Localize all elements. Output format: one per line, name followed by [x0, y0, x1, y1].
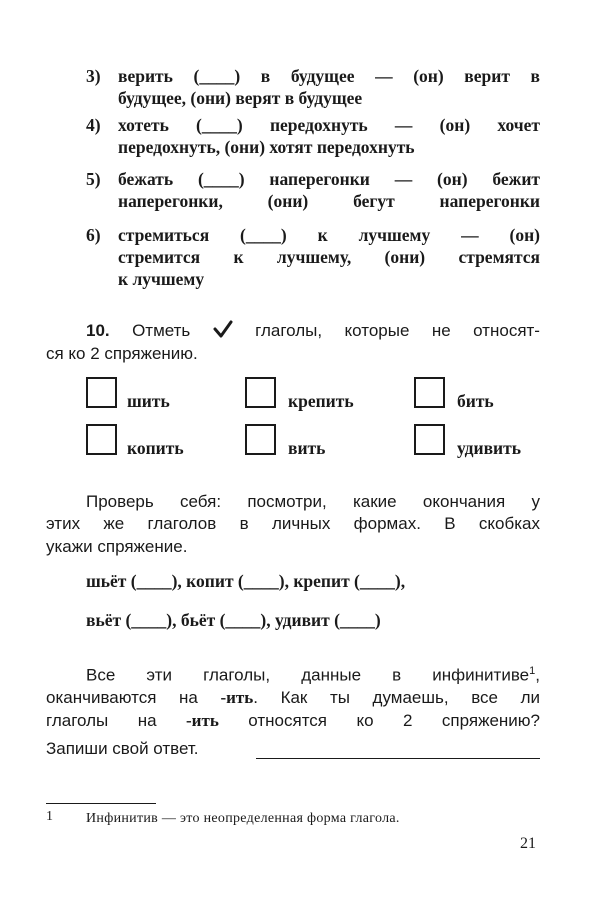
question-line3: [46, 711, 540, 731]
item-line: будущее, (они) верят в будущее: [118, 88, 363, 108]
page-number: 21: [520, 835, 536, 852]
suffix-bold: -ить: [220, 688, 254, 707]
task-number: 10.: [86, 321, 110, 340]
footnote-text: Инфинитив — это неопределенная форма глагола.: [86, 811, 400, 826]
question-text: глаголы на: [46, 711, 157, 730]
option-label: копить: [127, 438, 184, 458]
item-number: 6): [86, 225, 101, 245]
question-text: оканчиваются на: [46, 688, 198, 707]
item-line: наперегонки, (они) бегут наперегонки: [118, 191, 540, 211]
checkbox-kopit[interactable]: [86, 424, 117, 455]
item-line: хотеть (____) передохнуть — (он) хочет: [118, 115, 540, 135]
checkmark-icon: [213, 320, 233, 338]
task-10-line2: ся ко 2 спряжению.: [46, 344, 198, 363]
self-check-line: этих же глаголов в личных формах. В скобках: [46, 514, 540, 533]
checkbox-vit[interactable]: [245, 424, 276, 455]
question-text: относятся ко 2 спряжению?: [248, 711, 540, 730]
item-line: стремиться (____) к лучшему — (он): [118, 225, 540, 245]
item-number: 4): [86, 115, 101, 135]
question-line1: [86, 665, 540, 686]
checkbox-krepit[interactable]: [245, 377, 276, 408]
task-10-text: глаголы, которые не относят-: [255, 321, 540, 340]
item-number: 5): [86, 169, 101, 189]
question-text: . Как ты думаешь, все ли: [253, 688, 540, 707]
item-line: бежать (____) наперегонки — (он) бежит: [118, 169, 540, 189]
option-label: удивить: [457, 438, 521, 458]
question-text: Все эти глаголы, данные в инфинитиве: [86, 665, 530, 685]
option-label: вить: [288, 438, 326, 458]
option-label: шить: [127, 391, 170, 411]
answer-line[interactable]: [256, 758, 540, 759]
self-check-line: Проверь себя: посмотри, какие окончания у: [86, 492, 540, 511]
suffix-bold: -ить: [186, 711, 219, 730]
task-10-text: Отметь: [132, 321, 191, 340]
item-line: передохнуть, (они) хотят передохнуть: [118, 137, 415, 157]
self-check-line: укажи спряжение.: [46, 537, 188, 556]
option-label: крепить: [288, 391, 354, 411]
question-line4: Запиши свой ответ.: [46, 739, 199, 758]
item-line: верить (____) в будущее — (он) верит в: [118, 66, 540, 86]
checkbox-bit[interactable]: [414, 377, 445, 408]
item-line: стремится к лучшему, (они) стремятся: [118, 247, 540, 267]
question-line2: [46, 688, 540, 708]
option-label: бить: [457, 391, 494, 411]
footnote-divider: [46, 803, 156, 804]
verb-forms-row: шьёт (____), копит (____), крепит (____),: [86, 571, 406, 591]
verb-forms-row: вьёт (____), бьёт (____), удивит (____): [86, 610, 381, 630]
checkbox-shit[interactable]: [86, 377, 117, 408]
item-line: к лучшему: [118, 269, 205, 289]
question-text: ,: [535, 665, 540, 685]
footnote-marker: 1: [46, 809, 53, 824]
task-10-line1: [86, 320, 540, 341]
checkbox-udivit[interactable]: [414, 424, 445, 455]
footnote-ref: 1: [529, 665, 536, 677]
item-number: 3): [86, 66, 101, 86]
